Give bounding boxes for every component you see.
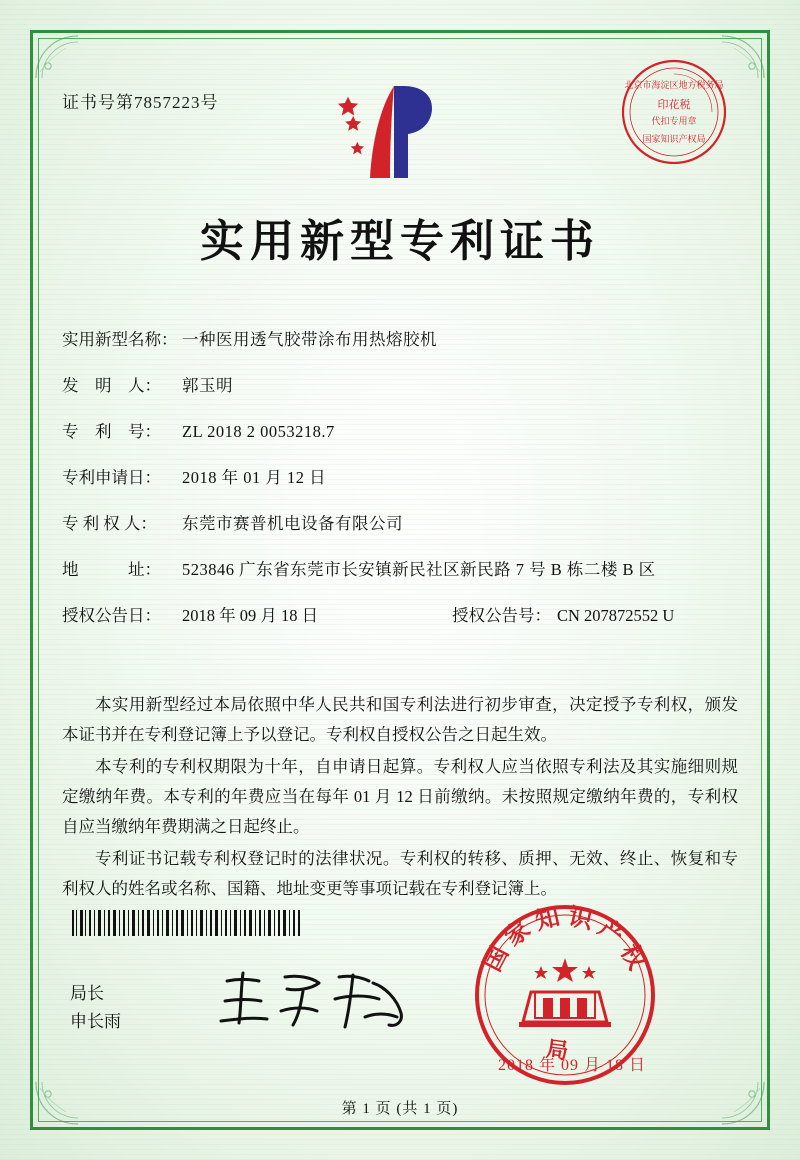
field-label: 实用新型名称：: [62, 330, 178, 349]
grant-date-label: 授权公告日：: [62, 606, 161, 625]
certificate-number: 证书号第7857223号: [62, 93, 219, 112]
fields-section: [62, 328, 738, 650]
grant-date-value: 2018 年 09 月 18 日: [182, 606, 319, 625]
field-row: [62, 374, 738, 398]
tax-stamp-seal: [620, 58, 728, 166]
field-row-grant: [62, 604, 738, 628]
paragraph: 本实用新型经过本局依照中华人民共和国专利法进行初步审查，决定授予专利权，颁发本证书并在专利登记簿上予以登记。专利权自授权公告之日起生效。: [62, 695, 738, 744]
svg-text:国家知识产权局: 国家知识产权局: [642, 134, 706, 144]
grant-number-value: CN 207872552 U: [557, 606, 675, 625]
field-label: 发 明 人：: [62, 376, 161, 395]
signatory-name: 申长雨: [70, 1012, 121, 1031]
seal-date: 2018 年 09 月 18 日: [498, 1057, 647, 1074]
svg-text:印花税: 印花税: [657, 99, 691, 111]
page-title: 实用新型专利证书: [200, 217, 600, 266]
field-label: 地 址：: [62, 560, 161, 579]
page-footer: 第 1 页 (共 1 页): [341, 1101, 459, 1117]
field-label: 专利申请日：: [62, 468, 161, 487]
signatory-block: [70, 980, 121, 1036]
field-label: 专 利 权 人：: [62, 514, 157, 533]
cnipa-logo-icon: [332, 78, 452, 188]
corner-ornament-icon: [34, 34, 80, 80]
field-row: [62, 420, 738, 444]
svg-text:代扣专用章: 代扣专用章: [651, 116, 697, 126]
field-row: [62, 328, 738, 352]
svg-text:国 家 知 识 产 权: 国 家 知 识 产 权: [479, 904, 650, 976]
field-row-address: [62, 558, 738, 582]
svg-text:局: 局: [544, 1036, 570, 1064]
field-value: 郭玉明: [182, 376, 233, 395]
barcode: [72, 910, 300, 936]
paragraph: 本专利的专利权期限为十年，自申请日起算。专利权人应当依照专利法及其实施细则规定缴纳年费。本专利的年费应当在每年 01 月 12 日前缴纳。未按照规定缴纳年费的，专利权自应当缴纳年费期满之日起终止。: [62, 757, 738, 836]
field-value: ZL 2018 2 0053218.7: [182, 422, 335, 441]
signatory-role: 局长: [70, 984, 104, 1003]
field-label: 专 利 号：: [62, 422, 161, 441]
field-value: 东莞市赛普机电设备有限公司: [182, 514, 403, 533]
svg-text:北京市海淀区地方税务局: 北京市海淀区地方税务局: [624, 80, 724, 90]
field-value: 2018 年 01 月 12 日: [182, 468, 327, 487]
field-row: [62, 466, 738, 490]
field-value: 一种医用透气胶带涂布用热熔胶机: [182, 330, 437, 349]
field-row: [62, 512, 738, 536]
field-value: 523846 广东省东莞市长安镇新民社区新民路 7 号 B 栋二楼 B 区: [182, 560, 656, 579]
grant-number-label: 授权公告号：: [452, 606, 551, 625]
grant-number-group: [452, 604, 674, 628]
paragraph: 专利证书记载专利权登记时的法律状况。专利权的转移、质押、无效、终止、恢复和专利权人的姓名或名称、国籍、地址变更等事项记载在专利登记簿上。: [62, 849, 738, 898]
body-paragraphs: [62, 690, 738, 906]
handwritten-signature: [215, 965, 415, 1035]
